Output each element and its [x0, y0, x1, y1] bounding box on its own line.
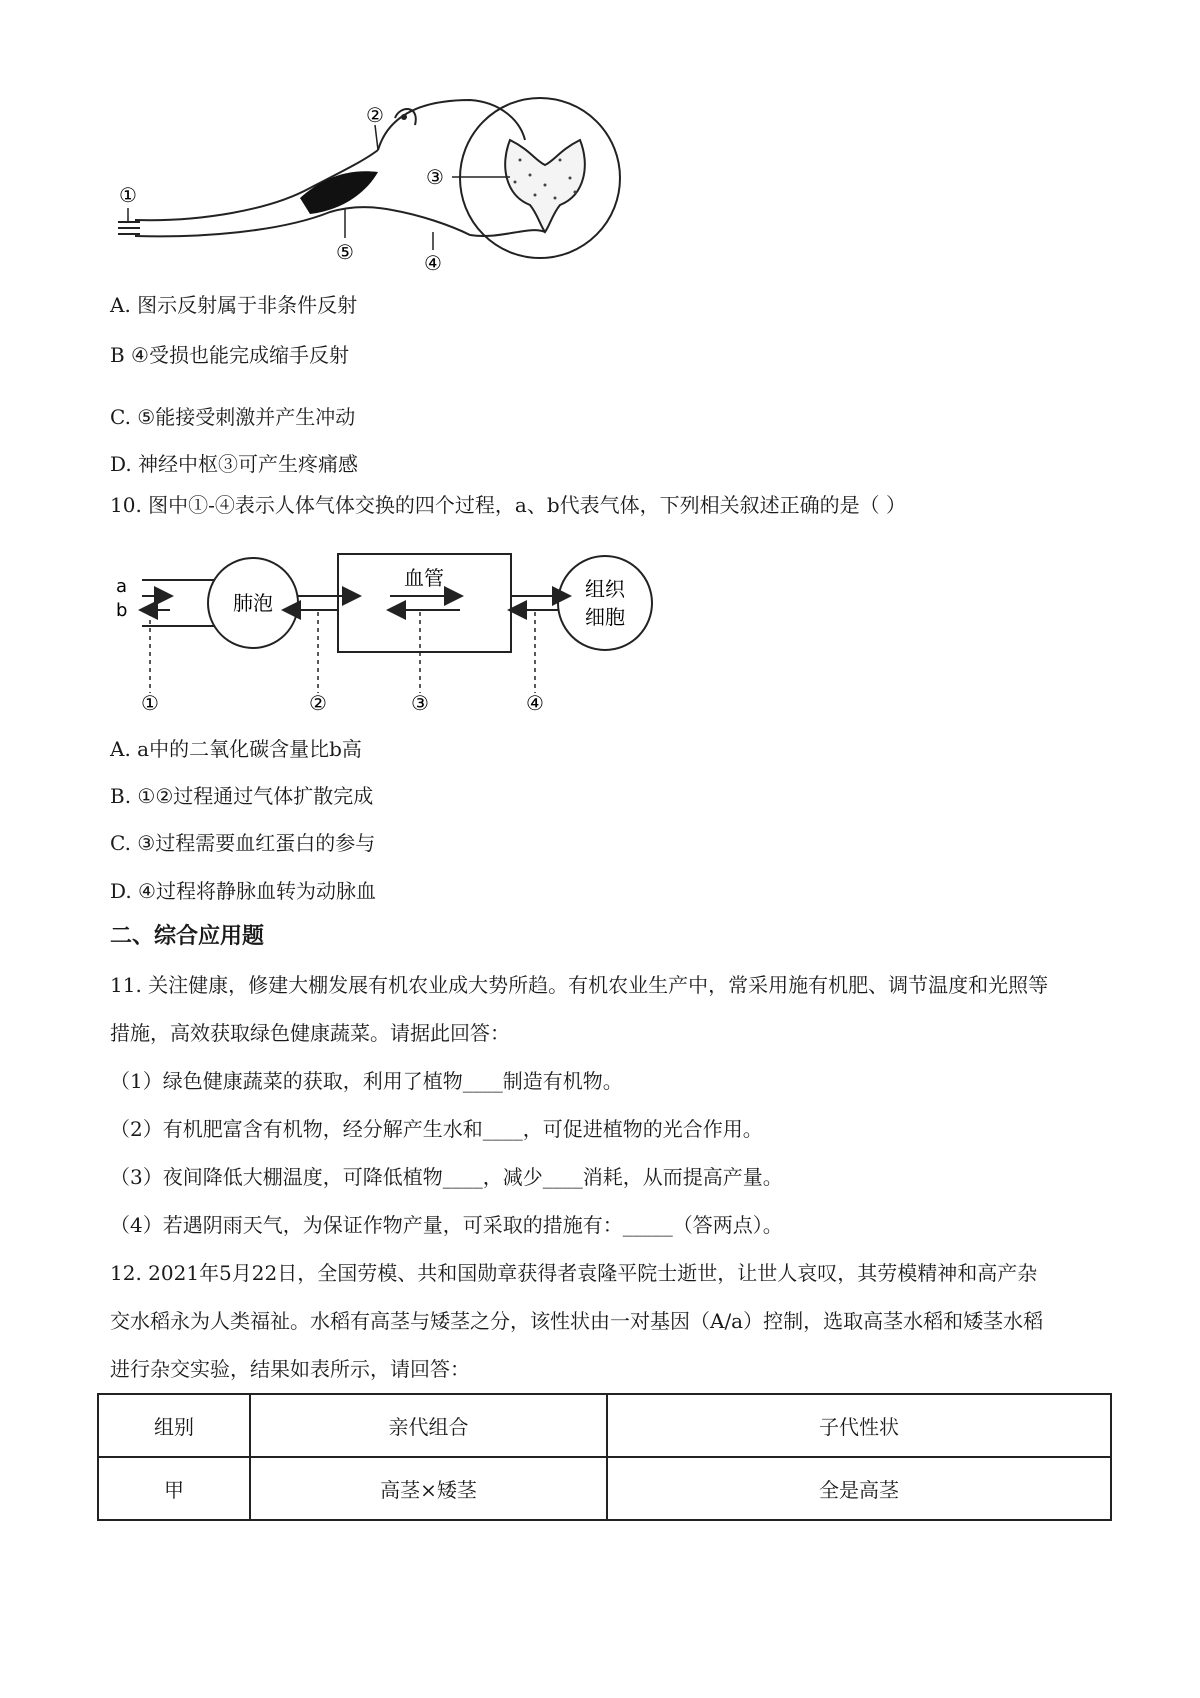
q10-stem: 10. 图中①-④表示人体气体交换的四个过程，a、b代表气体，下列相关叙述正确的是（ ）: [110, 493, 907, 517]
label-3: ③: [426, 165, 444, 189]
table-header-cell: 组别: [98, 1394, 250, 1457]
q12-stem-line-2: 交水稻永为人类福祉。水稻有高茎与矮茎之分，该性状由一对基因（A/a）控制，选取高茎水稻和矮茎水稻: [110, 1309, 1044, 1333]
process-label-4: ④: [526, 691, 544, 715]
q10-option-c: C. ③过程需要血红蛋白的参与: [110, 831, 376, 855]
table-header-cell: 子代性状: [607, 1394, 1111, 1457]
table-cell: 全是高茎: [607, 1457, 1111, 1520]
process-label-2: ②: [309, 691, 327, 715]
hand-fingers: [118, 222, 140, 234]
table-header-cell: 亲代组合: [250, 1394, 607, 1457]
tissue-cell-circle: [558, 556, 652, 650]
section-heading: 二、综合应用题: [110, 924, 265, 949]
q9-option-d: D. 神经中枢③可产生疼痛感: [110, 452, 359, 476]
tissue-label-1: 组织: [585, 577, 625, 601]
label-1: ①: [119, 183, 137, 207]
label-5: ⑤: [336, 240, 354, 264]
table-header-row: [98, 1394, 1111, 1457]
vessel-label: 血管: [404, 566, 444, 590]
q11-sub-1: （1）绿色健康蔬菜的获取，利用了植物____制造有机物。: [110, 1069, 623, 1093]
table-cell: 高茎×矮茎: [250, 1457, 607, 1520]
q10-option-a: A. a中的二氧化碳含量比b高: [110, 737, 362, 761]
label-2: ②: [366, 103, 384, 127]
q11-sub-3: （3）夜间降低大棚温度，可降低植物____，减少____消耗，从而提高产量。: [110, 1165, 783, 1189]
cross-result-table: [97, 1393, 1112, 1521]
table-row: [98, 1457, 1111, 1520]
q11-sub-4: （4）若遇阴雨天气，为保证作物产量，可采取的措施有：_____（答两点）。: [110, 1213, 783, 1237]
q10-option-b: B. ①②过程通过气体扩散完成: [110, 784, 374, 808]
q9-option-b: B ④受损也能完成缩手反射: [110, 343, 349, 367]
q11-stem-line-2: 措施，高效获取绿色健康蔬菜。请据此回答：: [110, 1021, 510, 1045]
q9-option-c: C. ⑤能接受刺激并产生冲动: [110, 405, 356, 429]
q12-stem-line-3: 进行杂交实验，结果如表所示，请回答：: [110, 1357, 470, 1381]
q11-sub-2: （2）有机肥富含有机物，经分解产生水和____，可促进植物的光合作用。: [110, 1117, 763, 1141]
q9-option-a: A. 图示反射属于非条件反射: [110, 293, 358, 317]
label-4: ④: [424, 251, 442, 275]
reflex-arc-figure: [0, 0, 1200, 290]
gas-exchange-figure: [0, 540, 1200, 725]
q10-option-d: D. ④过程将静脉血转为动脉血: [110, 879, 376, 903]
gas-a-label: a: [116, 576, 128, 597]
process-label-3: ③: [411, 691, 429, 715]
table-cell: 甲: [98, 1457, 250, 1520]
process-label-1: ①: [141, 691, 159, 715]
q11-stem-line-1: 11. 关注健康，修建大棚发展有机农业成大势所趋。有机农业生产中，常采用施有机肥、调节温度和光照等: [110, 973, 1049, 997]
alveolus-label: 肺泡: [233, 591, 273, 615]
q12-stem-line-1: 12. 2021年5月22日，全国劳模、共和国勋章获得者袁隆平院士逝世，让世人哀叹，其劳模精神和高产杂: [110, 1261, 1038, 1285]
tissue-label-2: 细胞: [585, 605, 625, 629]
gas-b-label: b: [116, 600, 128, 621]
